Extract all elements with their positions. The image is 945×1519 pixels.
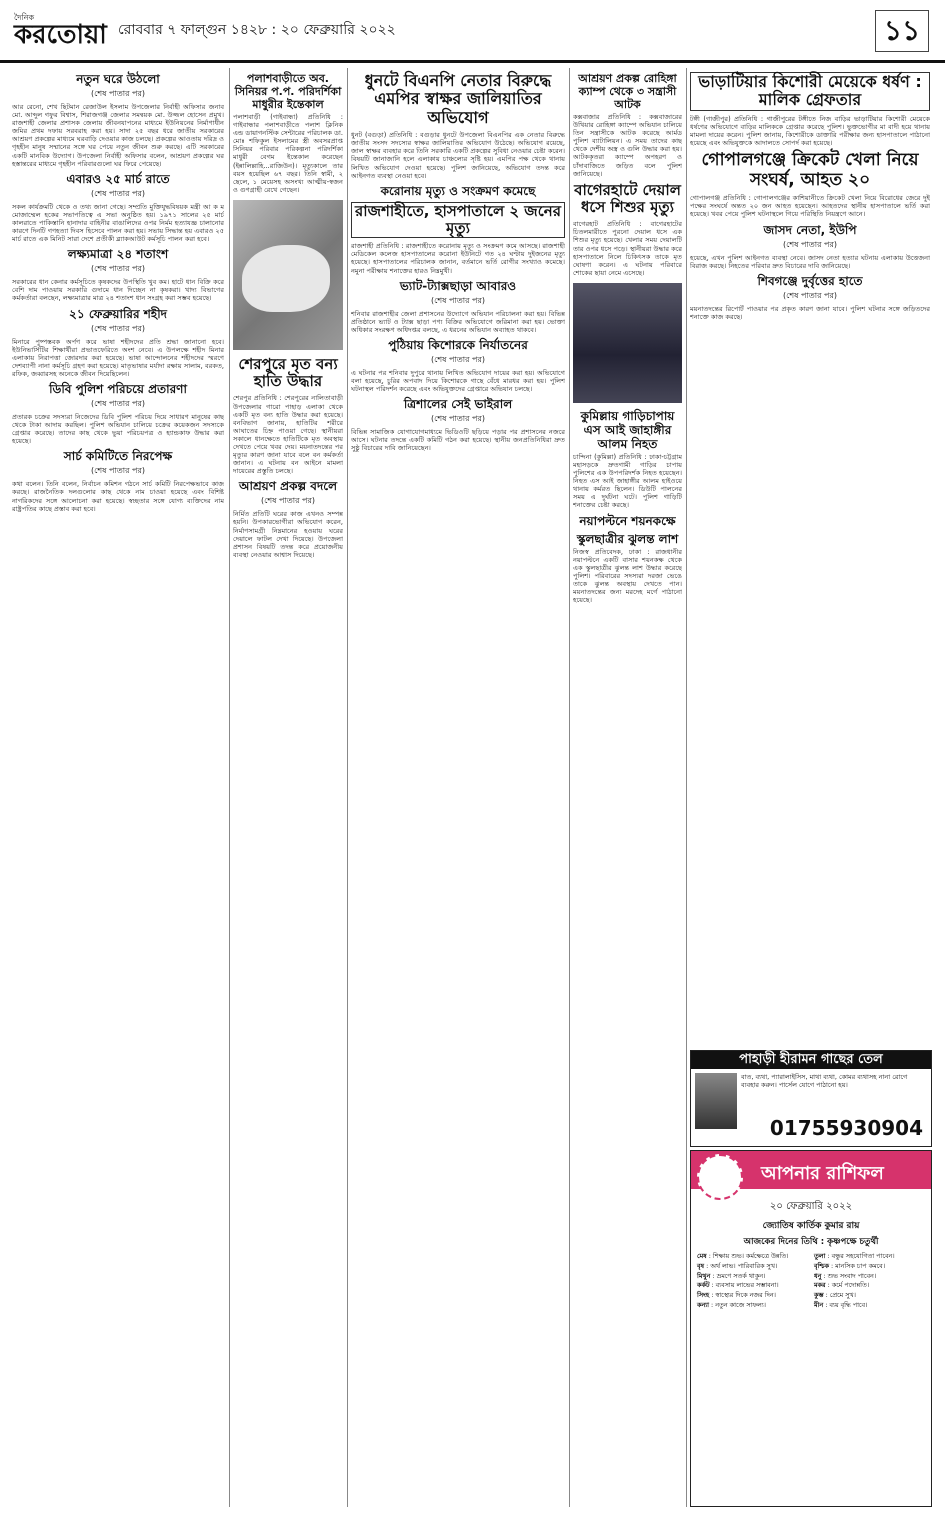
- logo-main-text: করতোয়া: [14, 20, 107, 50]
- article-body: নির্মিত প্রতিটি ঘরের কাজ এখনও সম্পন্ন হয়নি। উপকারভোগীরা অভিযোগ করেন, নির্মাণসামগ্রী নিম্নমানের হওয়ায় ঘরের দেয়ালে ফাটল দেখা দিয়েছে। উপজেলা প্রশাসন বিষয়টি তদন্ত করে প্রয়োজনীয় ব্যবস্থা নেওয়ার আশ্বাস দিয়েছে।: [233, 510, 343, 559]
- dateline: রোববার ৭ ফাল্গুন ১৪২৮ : ২০ ফেব্রুয়ারি ২০২২: [118, 22, 396, 38]
- headline: ২১ ফেব্রুয়ারির শহীদ: [69, 306, 167, 321]
- continuation-note: (শেষ পাতার পর): [90, 188, 146, 198]
- day-note: আজকের দিনের তিথি : কৃষ্ণপক্ষে চতুর্থী: [743, 1237, 879, 1247]
- continuation-note: (শেষ পাতার পর): [90, 89, 146, 98]
- article-body: বিভিন্ন সামাজিক যোগাযোগমাধ্যমে ভিডিওটি ছড়িয়ে পড়ার পর প্রশাসনের নজরে আসে। ঘটনার তদন্তে একটি কমিটি গঠন করা হয়েছে। স্থানীয় জনপ্রতিনিধিরা দ্রুত সুষ্ঠু বিচারের দাবি জানিয়েছেন।: [351, 428, 565, 453]
- headline: সার্চ কমিটিতে নিরপেক্ষ: [63, 449, 173, 464]
- column-divider: [229, 68, 230, 1507]
- headline: এবারও ২৫ মার্চ রাতে: [66, 171, 170, 186]
- column-5: [690, 68, 930, 1044]
- article-body: হয়েছে, এখন পুলিশ আইনগত ব্যবস্থা নেবে। জাসদ নেতা হত্যার ঘটনায় এলাকায় উত্তেজনা বিরাজ করছে। নিহতের পরিবার দ্রুত বিচারের দাবি জানিয়েছে।: [690, 253, 930, 270]
- headline: আশ্রয়ণ প্রকল্প রোহিঙ্গা ক্যাম্প থেকে ৩ সন্ত্রাসী আটক: [578, 72, 677, 111]
- headline: পলাশবাড়ীতে অব. সিনিয়র প.প. পরিদর্শিকা মাধুরীর ইন্তেকাল: [234, 72, 342, 111]
- headline: কুমিল্লায় গাড়িচাপায় এস আই জাহাঙ্গীর আলম নিহত: [580, 408, 675, 451]
- zodiac-sign: সিংহ : স্বাস্থ্যের দিকে নজর দিন।: [697, 1291, 776, 1300]
- article-body: ধুনট (বগুড়া) প্রতিনিধি : বগুড়ার ধুনটে উপজেলা বিএনপির এক নেতার বিরুদ্ধে জাতীয় সংসদ সদস্যের স্বাক্ষর জালিয়াতির অভিযোগ উঠেছে। অভিযোগ রয়েছে, জাল স্বাক্ষর ব্যবহার করে তিনি সরকারি একটি প্রকল্পের সুবিধা নেওয়ার চেষ্টা করেন। বিষয়টি জানাজানি হলে এলাকায় চাঞ্চল্যের সৃষ্টি হয়। এমপির পক্ষ থেকে থানায় লিখিত অভিযোগ দেওয়া হয়েছে। পুলিশ জানিয়েছে, অভিযোগ তদন্ত করে আইনগত ব্যবস্থা নেওয়া হবে।: [351, 131, 565, 180]
- zodiac-sign: কুম্ভ : প্রেমে সুখ।: [814, 1291, 856, 1300]
- zodiac-sign: বৃশ্চিক : মানসিক চাপ কমবে।: [814, 1261, 886, 1270]
- horoscope-date: ২০ ফেব্রুয়ারি ২০২২: [769, 1201, 853, 1212]
- headline: আশ্রয়ণ প্রকল্প বদলে: [238, 479, 338, 494]
- article-body: এ ঘটনার পর শনিবার দুপুরে থানায় লিখিত অভিযোগ দায়ের করা হয়। অভিযোগে বলা হয়েছে, চুরির অপবাদ দিয়ে কিশোরকে গাছে বেঁধে মারধর করা হয়। পুলিশ ঘটনাস্থল পরিদর্শন করেছে এবং অভিযুক্তদের গ্রেপ্তারে অভিযান চলছে।: [351, 368, 565, 394]
- zodiac-signs: [691, 1251, 931, 1312]
- headline: জাসদ নেতা, ইউপি: [763, 222, 857, 237]
- page-number: ১১: [875, 10, 929, 52]
- horoscope-box: [690, 1150, 932, 1507]
- ad-portrait: [695, 1073, 737, 1129]
- article-body: রাজশাহী প্রতিনিধি : রাজশাহীতে করোনায় মৃত্যু ও সংক্রমণ কমে আসছে। রাজশাহী মেডিকেল কলেজ হাসপাতালের করোনা ইউনিটে গত ২৪ ঘণ্টায় দুইজনের মৃত্যু হয়েছে। হাসপাতালের পরিচালক জানান, বর্তমানে ভর্তি রোগীর সংখ্যাও কমেছে। নমুনা পরীক্ষায় শনাক্তের হারও নিম্নমুখী।: [351, 242, 565, 275]
- continuation-note: (শেষ পাতার পর): [90, 466, 146, 476]
- article-body: শেরপুর প্রতিনিধি : শেরপুরের নালিতাবাড়ী উপজেলার গারো পাহাড় এলাকা থেকে একটি মৃত বন্য হাতি উদ্ধার করা হয়েছে। বনবিভাগ জানায়, হাতিটির শরীরে আঘাতের চিহ্ন পাওয়া গেছে। স্থানীয়রা সকালে ধানক্ষেতে হাতিটিকে মৃত অবস্থায় দেখতে পেয়ে খবর দেয়। ময়নাতদন্তের পর মৃত্যুর কারণ জানা যাবে বলে বন কর্মকর্তা জানান। এ ঘটনায় বন আইনে মামলা দায়েরের প্রস্তুতি চলছে।: [233, 394, 343, 476]
- headline: ত্রিশালের সেই ভাইরাল: [403, 397, 513, 412]
- continuation-note: (শেষ পাতার পর): [430, 295, 486, 305]
- masthead-rule: [0, 60, 945, 63]
- continuation-note: (শেষ পাতার পর): [782, 239, 838, 249]
- article-body: ময়নাতদন্তের রিপোর্ট পাওয়ার পর প্রকৃত কারণ জানা যাবে। পুলিশ ঘটনার সঙ্গে জড়িতদের শনাক্তে কাজ করছে।: [690, 304, 930, 321]
- column-4: [573, 68, 682, 1507]
- zodiac-sign: বৃষ : অর্থ লাভ। পারিবারিক সুখ।: [697, 1261, 778, 1270]
- police-officer-photo: [573, 283, 682, 403]
- article-body: চান্দিনা (কুমিল্লা) প্রতিনিধি : ঢাকা-চট্টগ্রাম মহাসড়কে দ্রুতগামী গাড়ির চাপায় পুলিশের এক উপপরিদর্শক নিহত হয়েছেন। নিহত এস আই জাহাঙ্গীর আলম হাইওয়ে থানায় কর্মরত ছিলেন। ডিউটি পালনের সময় এ দুর্ঘটনা ঘটে। পুলিশ গাড়িটি শনাক্তের চেষ্টা করছে।: [573, 452, 682, 510]
- article-body: টঙ্গী (গাজীপুর) প্রতিনিধি : গাজীপুরের টঙ্গীতে নিজ বাড়ির ভাড়াটিয়ার কিশোরী মেয়েকে ধর্ষণের অভিযোগে বাড়ির মালিককে গ্রেপ্তার করেছে পুলিশ। ভুক্তভোগীর মা বাদী হয়ে থানায় মামলা দায়ের করেন। পুলিশ জানায়, কিশোরীকে ডাক্তারি পরীক্ষার জন্য হাসপাতালে পাঠানো হয়েছে এবং অভিযুক্তকে আদালতে সোপর্দ করা হয়েছে।: [690, 114, 930, 148]
- zodiac-sign: মেষ : শিক্ষায় শুভ। কর্মক্ষেত্রে উন্নতি।: [697, 1252, 789, 1260]
- zodiac-sign: কর্কট : ব্যবসায় লাভের সম্ভাবনা।: [697, 1281, 779, 1290]
- continuation-note: (শেষ পাতার পর): [90, 398, 146, 408]
- article-body: সরকারের ধান কেনার কর্মসূচিতে কৃষকদের উপস্থিতি খুব কম। হাটে ধান বিক্রি করে বেশি দাম পাওয়ায় সরকারি গুদামে ধান দিচ্ছেন না কৃষকরা। খাদ্য বিভাগের কর্মকর্তারা বলছেন, লক্ষ্যমাত্রার মাত্র ২৪ শতাংশ ধান সংগ্রহ করা সম্ভব হয়েছে।: [12, 278, 224, 303]
- article-body: গোপালগঞ্জ প্রতিনিধি : গোপালগঞ্জের কাশিয়ানীতে ক্রিকেট খেলা নিয়ে বিরোধের জেরে দুই পক্ষের সংঘর্ষে অন্তত ২০ জন আহত হয়েছেন। আহতদের স্থানীয় হাসপাতালে ভর্তি করা হয়েছে। খবর পেয়ে পুলিশ ঘটনাস্থলে গিয়ে পরিস্থিতি নিয়ন্ত্রণে আনে।: [690, 194, 930, 219]
- headline: পুঠিয়ায় কিশোরকে নির্যাতনের: [388, 337, 528, 352]
- article-body: মিনারে পুষ্পস্তবক অর্পণ করে ভাষা শহীদদের প্রতি শ্রদ্ধা জানানো হবে। ইউনিভার্সিটির শিক্ষার্থীরা প্রভাতফেরিতে অংশ নেবে। এ উপলক্ষে শহীদ মিনার এলাকায় নিরাপত্তা জোরদার করা হয়েছে। ভাষা আন্দোলনের শহীদদের স্মরণে দেশব্যাপী নানা কর্মসূচি গ্রহণ করা হয়েছে। মাতৃভাষার মর্যাদা রক্ষায় সালাম, বরকত, রফিক, জব্বারসহ অনেকে জীবন দিয়েছিলেন।: [12, 337, 224, 378]
- newspaper-logo: [14, 14, 110, 50]
- zodiac-sign: তুলা : বন্ধুর সহযোগিতা পাবেন।: [814, 1252, 895, 1260]
- headline: নতুন ঘরে উঠলো: [76, 72, 160, 86]
- horoscope-header: [691, 1151, 931, 1189]
- headline: ডিবি পুলিশ পরিচয়ে প্রতারণা: [49, 381, 187, 396]
- continuation-note: (শেষ পাতার পর): [90, 264, 146, 274]
- column-2: [233, 68, 343, 1507]
- zodiac-wheel-icon: [697, 1154, 743, 1200]
- article-body: প্রতারক চক্রের সদস্যরা নিজেদের ডিবি পুলিশ পরিচয় দিয়ে সাধারণ মানুষের কাছ থেকে টাকা আদায় করছিল। পুলিশ অভিযান চালিয়ে চক্রের কয়েকজন সদস্যকে গ্রেপ্তার করেছে। তাদের কাছ থেকে ভুয়া পরিচয়পত্র ও হ্যান্ডকাফ উদ্ধার করা হয়েছে।: [12, 412, 224, 446]
- headline: শিবগঞ্জে দুর্বৃত্তের হাতে: [757, 273, 863, 288]
- article-body: কক্সবাজার প্রতিনিধি : কক্সবাজারের উখিয়ার রোহিঙ্গা ক্যাম্পে অভিযান চালিয়ে তিন সন্ত্রাসীকে আটক করেছে আর্মড পুলিশ ব্যাটালিয়ন। এ সময় তাদের কাছ থেকে দেশীয় অস্ত্র ও গুলি উদ্ধার করা হয়। আটককৃতরা ক্যাম্পে অপহরণ ও চাঁদাবাজিতে জড়িত বলে পুলিশ জানিয়েছে।: [573, 113, 682, 178]
- horoscope-title: আপনার রাশিফল: [761, 1163, 884, 1184]
- column-divider: [347, 68, 348, 1507]
- article-body: নিজস্ব প্রতিবেদক, ঢাকা : রাজধানীর নয়াপল্টনে একটি বাসার শয়নকক্ষ থেকে এক স্কুলছাত্রীর ঝুলন্ত লাশ উদ্ধার করেছে পুলিশ। পরিবারের সদস্যরা দরজা ভেঙে তাকে ঝুলন্ত অবস্থায় দেখতে পান। ময়নাতদন্তের জন্য মরদেহ মর্গে পাঠানো হয়েছে।: [573, 547, 682, 605]
- masthead: [0, 0, 945, 60]
- article-body: পলাশবাড়ী (গাইবান্ধা) প্রতিনিধি : গাইবান্ধার পলাশবাড়ীতে পলাশ ক্লিনিক এন্ড ডায়াগনস্টিক সেন্টারের পরিচালক ডা. মোঃ শফিকুল ইসলামের স্ত্রী অবসরপ্রাপ্ত সিনিয়র পরিবার পরিকল্পনা পরিদর্শিকা মাধুরী বেগম ইন্তেকাল করেছেন (ইন্নালিল্লাহি...রাজিউন)। মৃত্যুকালে তার বয়স হয়েছিল ৬৭ বছর। তিনি স্বামী, ২ ছেলে, ১ মেয়েসহ অসংখ্য আত্মীয়-স্বজন ও গুণগ্রাহী রেখে গেছেন।: [233, 113, 343, 194]
- continuation-note: (শেষ পাতার পর): [430, 354, 486, 364]
- ad-phone: 01755930904: [769, 1116, 923, 1140]
- zodiac-sign: কন্যা : নতুন কাজে সাফল্য।: [697, 1300, 766, 1309]
- article-body: শনিবার রাজশাহীর জেলা প্রশাসনের উদ্যোগে অভিযান পরিচালনা করা হয়। বিভিন্ন প্রতিষ্ঠানে ভ্যাট ও ট্যাক্স ছাড়া পণ্য বিক্রির অভিযোগে জরিমানা করা হয়। ভোক্তা অধিকার সংরক্ষণ অধিদপ্তর বলছে, এ ধরনের অভিযান অব্যাহত থাকবে।: [351, 309, 565, 334]
- article-body: বাগেরহাট প্রতিনিধি : বাগেরহাটের চিতলমারীতে পুরনো দেয়াল ধসে এক শিশুর মৃত্যু হয়েছে। খেলার সময় দেয়ালটি তার ওপর ধসে পড়ে। স্থানীয়রা উদ্ধার করে হাসপাতালে নিলে চিকিৎসক তাকে মৃত ঘোষণা করেন। এ ঘটনায় পরিবারে শোকের ছায়া নেমে এসেছে।: [573, 220, 682, 277]
- article-body: কথা বলেন। তিনি বলেন, নির্বাচন কমিশন গঠনে সার্চ কমিটি নিরপেক্ষভাবে কাজ করছে। রাজনৈতিক দলগুলোর কাছ থেকে নাম চাওয়া হয়েছে এবং বিশিষ্ট নাগরিকদের সঙ্গে আলোচনা করা হয়েছে। স্বচ্ছতার সঙ্গে যোগ্য ব্যক্তিদের নাম রাষ্ট্রপতির কাছে প্রস্তাব করা হবে।: [12, 480, 224, 513]
- oil-advertisement: [690, 1050, 932, 1147]
- zodiac-sign: ধনু : শুভ সংবাদ পাবেন।: [814, 1271, 877, 1280]
- column-divider: [686, 68, 687, 1507]
- headline: করোনায় মৃত্যু ও সংক্রমণ কমেছে: [380, 183, 536, 198]
- lead-headline: ধুনটে বিএনপি নেতার বিরুদ্ধে এমপির স্বাক্ষর জালিয়াতির অভিযোগ: [364, 71, 552, 127]
- elephant-shape: [242, 245, 330, 313]
- headline: ভাড়াটিয়ার কিশোরী মেয়েকে ধর্ষণ : মালিক গ্রেফতার: [690, 72, 930, 111]
- article-body: আর রেনো, শেখ ছিটমান রেজাউল ইসলাম উপজেলার নির্বাহী অফিসার জনাব মো. আব্দুল গফুর বিশ্বাস, শিরাজগঞ্জ জেলার সমন্বয়ক মো. উজ্জল হোসেন প্রমুখ। রাজশাহী জেলার প্রশাসক জেলায় জীবনযাপনের মাধ্যমে ইউনিয়নের নির্মাণাধীন জমির প্রথম দফায় সরবরাহ করা হয়। সাদা ২৫ বছর ধরে জাতীয় সরকারের আশ্রয়ণ প্রকল্পের মাধ্যমে ঘরবাড়ি দেওয়ার কাজ চলছে। প্রকল্পের আওতায় দরিদ্র ও গৃহহীন মানুষ সম্মানের সঙ্গে ঘর পেয়ে নতুন জীবন শুরু করছে। এটি সরকারের একটি মানবিক উদ্যোগ। উপজেলা নির্বাহী অফিসার বলেন, আশ্রয়ণ প্রকল্পের ঘর হস্তান্তরের মাধ্যমে গৃহহীন পরিবারগুলো ঘর ফিরে পেয়েছে।: [12, 103, 224, 168]
- continuation-note: (শেষ পাতার পর): [782, 290, 838, 300]
- headline: লক্ষ্যমাত্রা ২৪ শতাংশ: [67, 247, 169, 262]
- headline: গোপালগঞ্জে ক্রিকেট খেলা নিয়ে সংঘর্ষ, আহত ২০: [701, 150, 919, 190]
- column-3: [351, 68, 565, 1507]
- headline: শেরপুরে মৃত বন্য হাতি উদ্ধার: [238, 354, 338, 391]
- headline: ভ্যাট-ট্যাক্সছাড়া আবারও: [399, 278, 517, 293]
- column-divider: [569, 68, 570, 1507]
- logo-small-text: দৈনিক: [14, 13, 35, 22]
- astrologer-name: জ্যোতিষ কার্তিক কুমার রায়: [762, 1221, 860, 1231]
- elephant-photo: [233, 200, 343, 350]
- continuation-note: (শেষ পাতার পর): [90, 323, 146, 333]
- continuation-note: (শেষ পাতার পর): [430, 414, 486, 424]
- zodiac-sign: মিথুন : ভ্রমণে সতর্ক থাকুন।: [697, 1271, 766, 1280]
- headline: নয়াপল্টনে শয়নকক্ষে: [579, 513, 676, 528]
- ad-text: বাত, ব্যথা, প্যারালাইসিস, মাথা ব্যথা, কোমর ব্যথাসহ নানা রোগে ব্যবহার করুন। পার্সেল যোগে পাঠানো হয়।: [741, 1073, 908, 1089]
- headline: রাজশাহীতে, হাসপাতালে ২ জনের মৃত্যু: [351, 202, 565, 239]
- zodiac-sign: মীন : ব্যয় বৃদ্ধি পাবে।: [814, 1300, 868, 1309]
- zodiac-sign: মকর : কর্মে পদোন্নতি।: [814, 1281, 870, 1290]
- continuation-note: (শেষ পাতার পর): [260, 496, 316, 506]
- column-1: [12, 68, 224, 1507]
- headline: বাগেরহাটে দেয়াল ধসে শিশুর মৃত্যু: [574, 180, 681, 216]
- article-body: সকল কার্যক্রমটি থেকে ও তথ্য জানা গেছে। সম্প্রতি মুক্তিযুদ্ধবিষয়ক মন্ত্রী আ ক ম মোজাম্মেল হকের সভাপতিত্বে এ সভা অনুষ্ঠিত হয়। ১৯৭১ সালের ২৫ মার্চ কালরাতে পাকিস্তানি হানাদার বাহিনীর বাঙালিদের ওপর নির্মম হত্যাযজ্ঞ চালানোর কারণে দিনটি গণহত্যা দিবস হিসেবে পালন করা হয়। সভায় সিদ্ধান্ত হয় এবারও ২৫ মার্চ রাতে এক মিনিট সারা দেশে প্রতীকী ব্ল্যাকআউট কর্মসূচি পালন করা হবে।: [12, 202, 224, 244]
- headline-sub: স্কুলছাত্রীর ঝুলন্ত লাশ: [576, 531, 679, 546]
- ad-title: পাহাড়ী হীরামন গাছের তেল: [691, 1051, 931, 1069]
